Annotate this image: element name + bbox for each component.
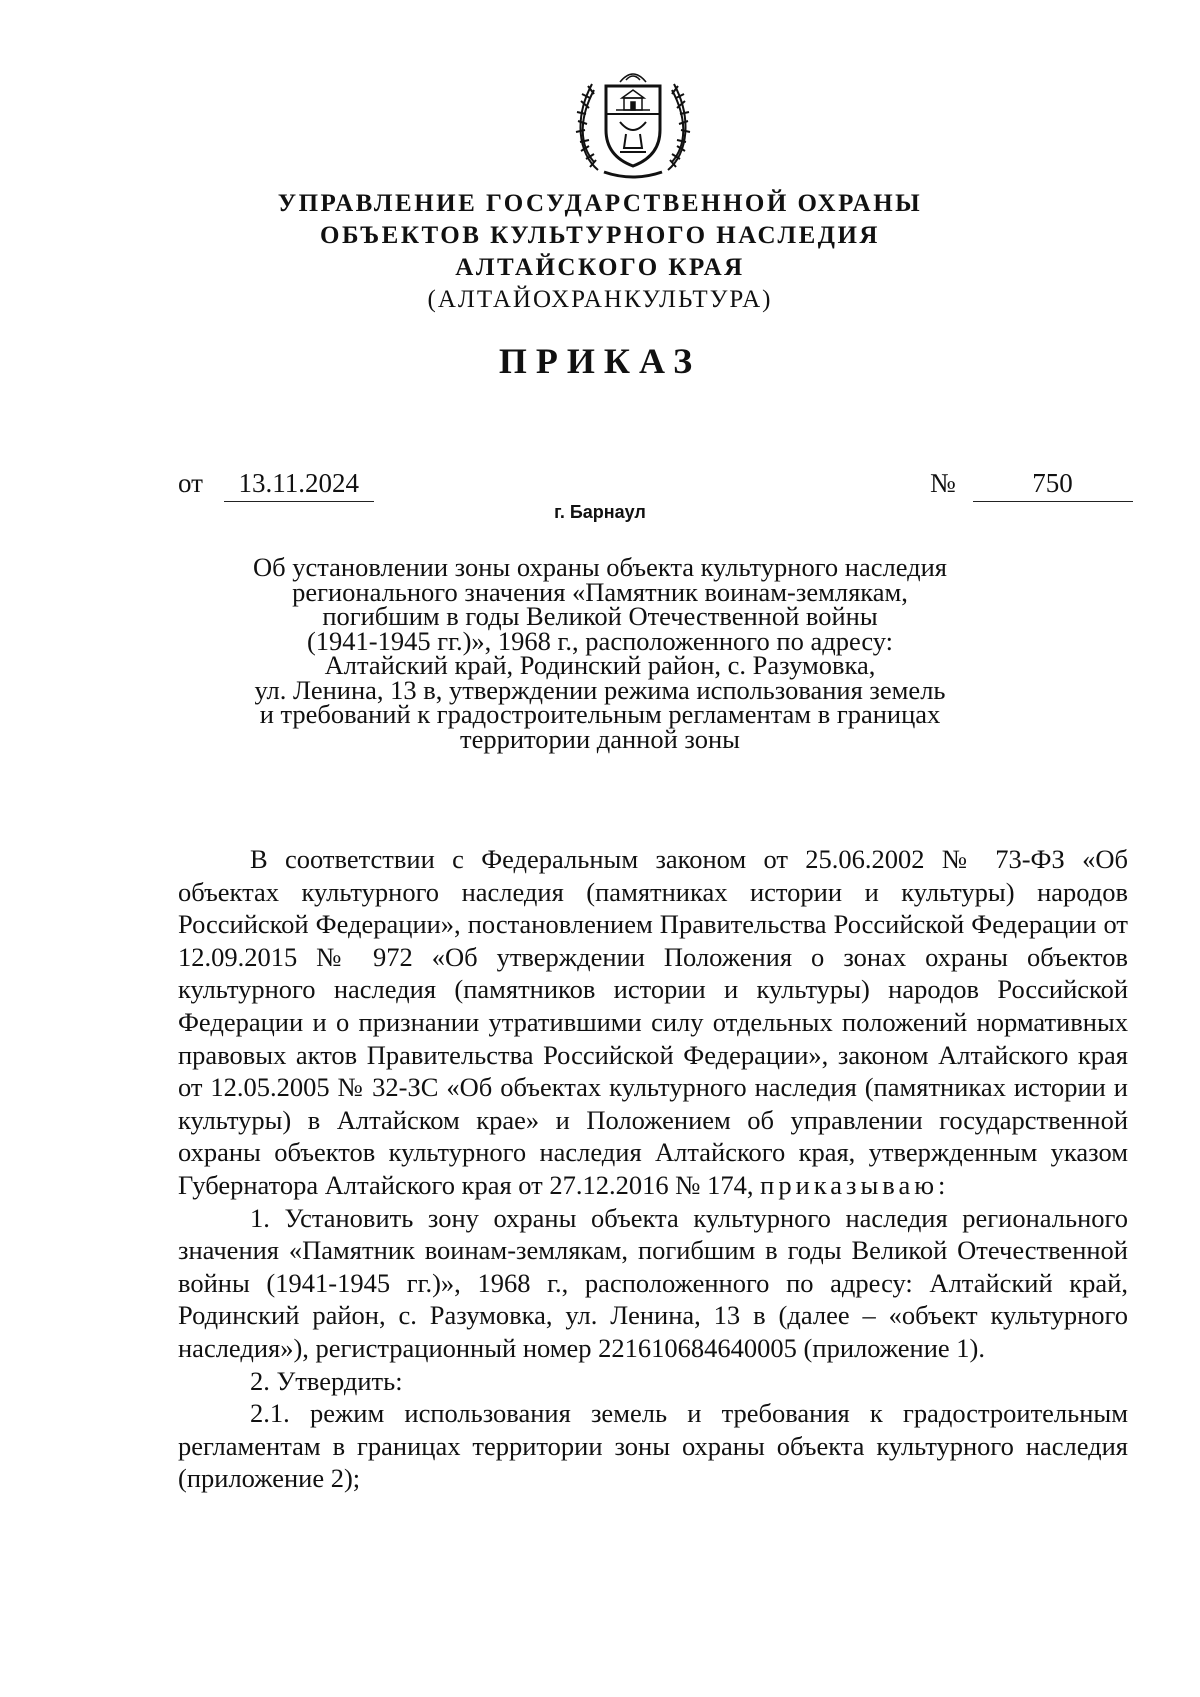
agency-line-3: АЛТАЙСКОГО КРАЯ	[455, 254, 745, 281]
preamble-paragraph	[178, 843, 1128, 1202]
title-line: территории данной зоны	[460, 723, 740, 754]
date-prefix: от	[178, 468, 203, 498]
agency-line-1: УПРАВЛЕНИЕ ГОСУДАРСТВЕННОЙ ОХРАНЫ	[277, 190, 923, 217]
agency-line-2: ОБЪЕКТОВ КУЛЬТУРНОГО НАСЛЕДИЯ	[320, 222, 880, 249]
title-line: (1941-1945 гг.)», 1968 г., расположенного по адресу:	[306, 625, 894, 656]
title-line: Алтайский край, Родинский район, с. Разумовка,	[324, 650, 876, 680]
preamble-text: В соответствии с Федеральным законом от 25.06.2002 № 73-ФЗ «Об объектах культурного наследия (памятниках истории и культуры) народов Российской Федерации», постановлением Правительства Российской Федерации от 12.09.2015 № 972 «Об утверждении Положения о зонах охраны объектов культурного наследия (памятников истории и культуры) народов Российской Федерации и о признании утратившими силу отдельных положений нормативных правовых актов Правительства Российской Федерации», законом Алтайского края от 12.05.2005 № 32-ЗС «Об объектах культурного наследия (памятниках истории и культуры) в Алтайском крае» и Положением об управлении государственной охраны объектов культурного наследия Алтайского края, утвержденным указом Губернатора Алтайского края от 27.12.2016 № 174,	[178, 844, 1128, 1200]
agency-header	[0, 188, 1200, 316]
item-2-paragraph: 2. Утвердить:	[250, 1365, 403, 1396]
number-prefix: №	[930, 468, 956, 498]
number-value: 750	[973, 468, 1133, 502]
title-line: погибшим в годы Великой Отечественной войны	[322, 601, 878, 631]
item-1-paragraph: 1. Установить зону охраны объекта культурного наследия регионального значения «Памятник воинам-землякам, погибшим в годы Великой Отечественной войны (1941-1945 гг.)», 1968 г., расположенного по адресу: Алтайский край, Родинский район, с. Разумовка, ул. Ленина, 13 в (далее – «объект культурного наследия»), регистрационный номер 221610684640005 (приложение 1).	[178, 1202, 1128, 1363]
document-body	[178, 843, 1128, 1495]
title-line: регионального значения «Памятник воинам-землякам,	[292, 576, 908, 607]
title-line: ул. Ленина, 13 в, утверждении режима использования земель	[254, 674, 946, 705]
date-value: 13.11.2024	[224, 468, 374, 502]
title-line: и требований к градостроительным регламентам в границах	[259, 699, 941, 729]
title-line: Об установлении зоны охраны объекта культурного наследия	[253, 552, 947, 582]
order-word: приказываю:	[760, 1169, 950, 1200]
document-number	[930, 468, 1133, 502]
document-date	[178, 468, 374, 502]
document-type-heading: ПРИКАЗ	[498, 341, 702, 381]
document-city: г. Барнаул	[554, 502, 646, 522]
item-2-1-paragraph: 2.1. режим использования земель и требования к градостроительным регламентам в границах территории зоны охраны объекта культурного наследия (приложение 2);	[178, 1398, 1128, 1494]
agency-abbreviation: (АЛТАЙОХРАНКУЛЬТУРА)	[427, 286, 773, 313]
altai-krai-coat-of-arms-icon	[568, 58, 698, 188]
document-title	[200, 552, 1000, 754]
